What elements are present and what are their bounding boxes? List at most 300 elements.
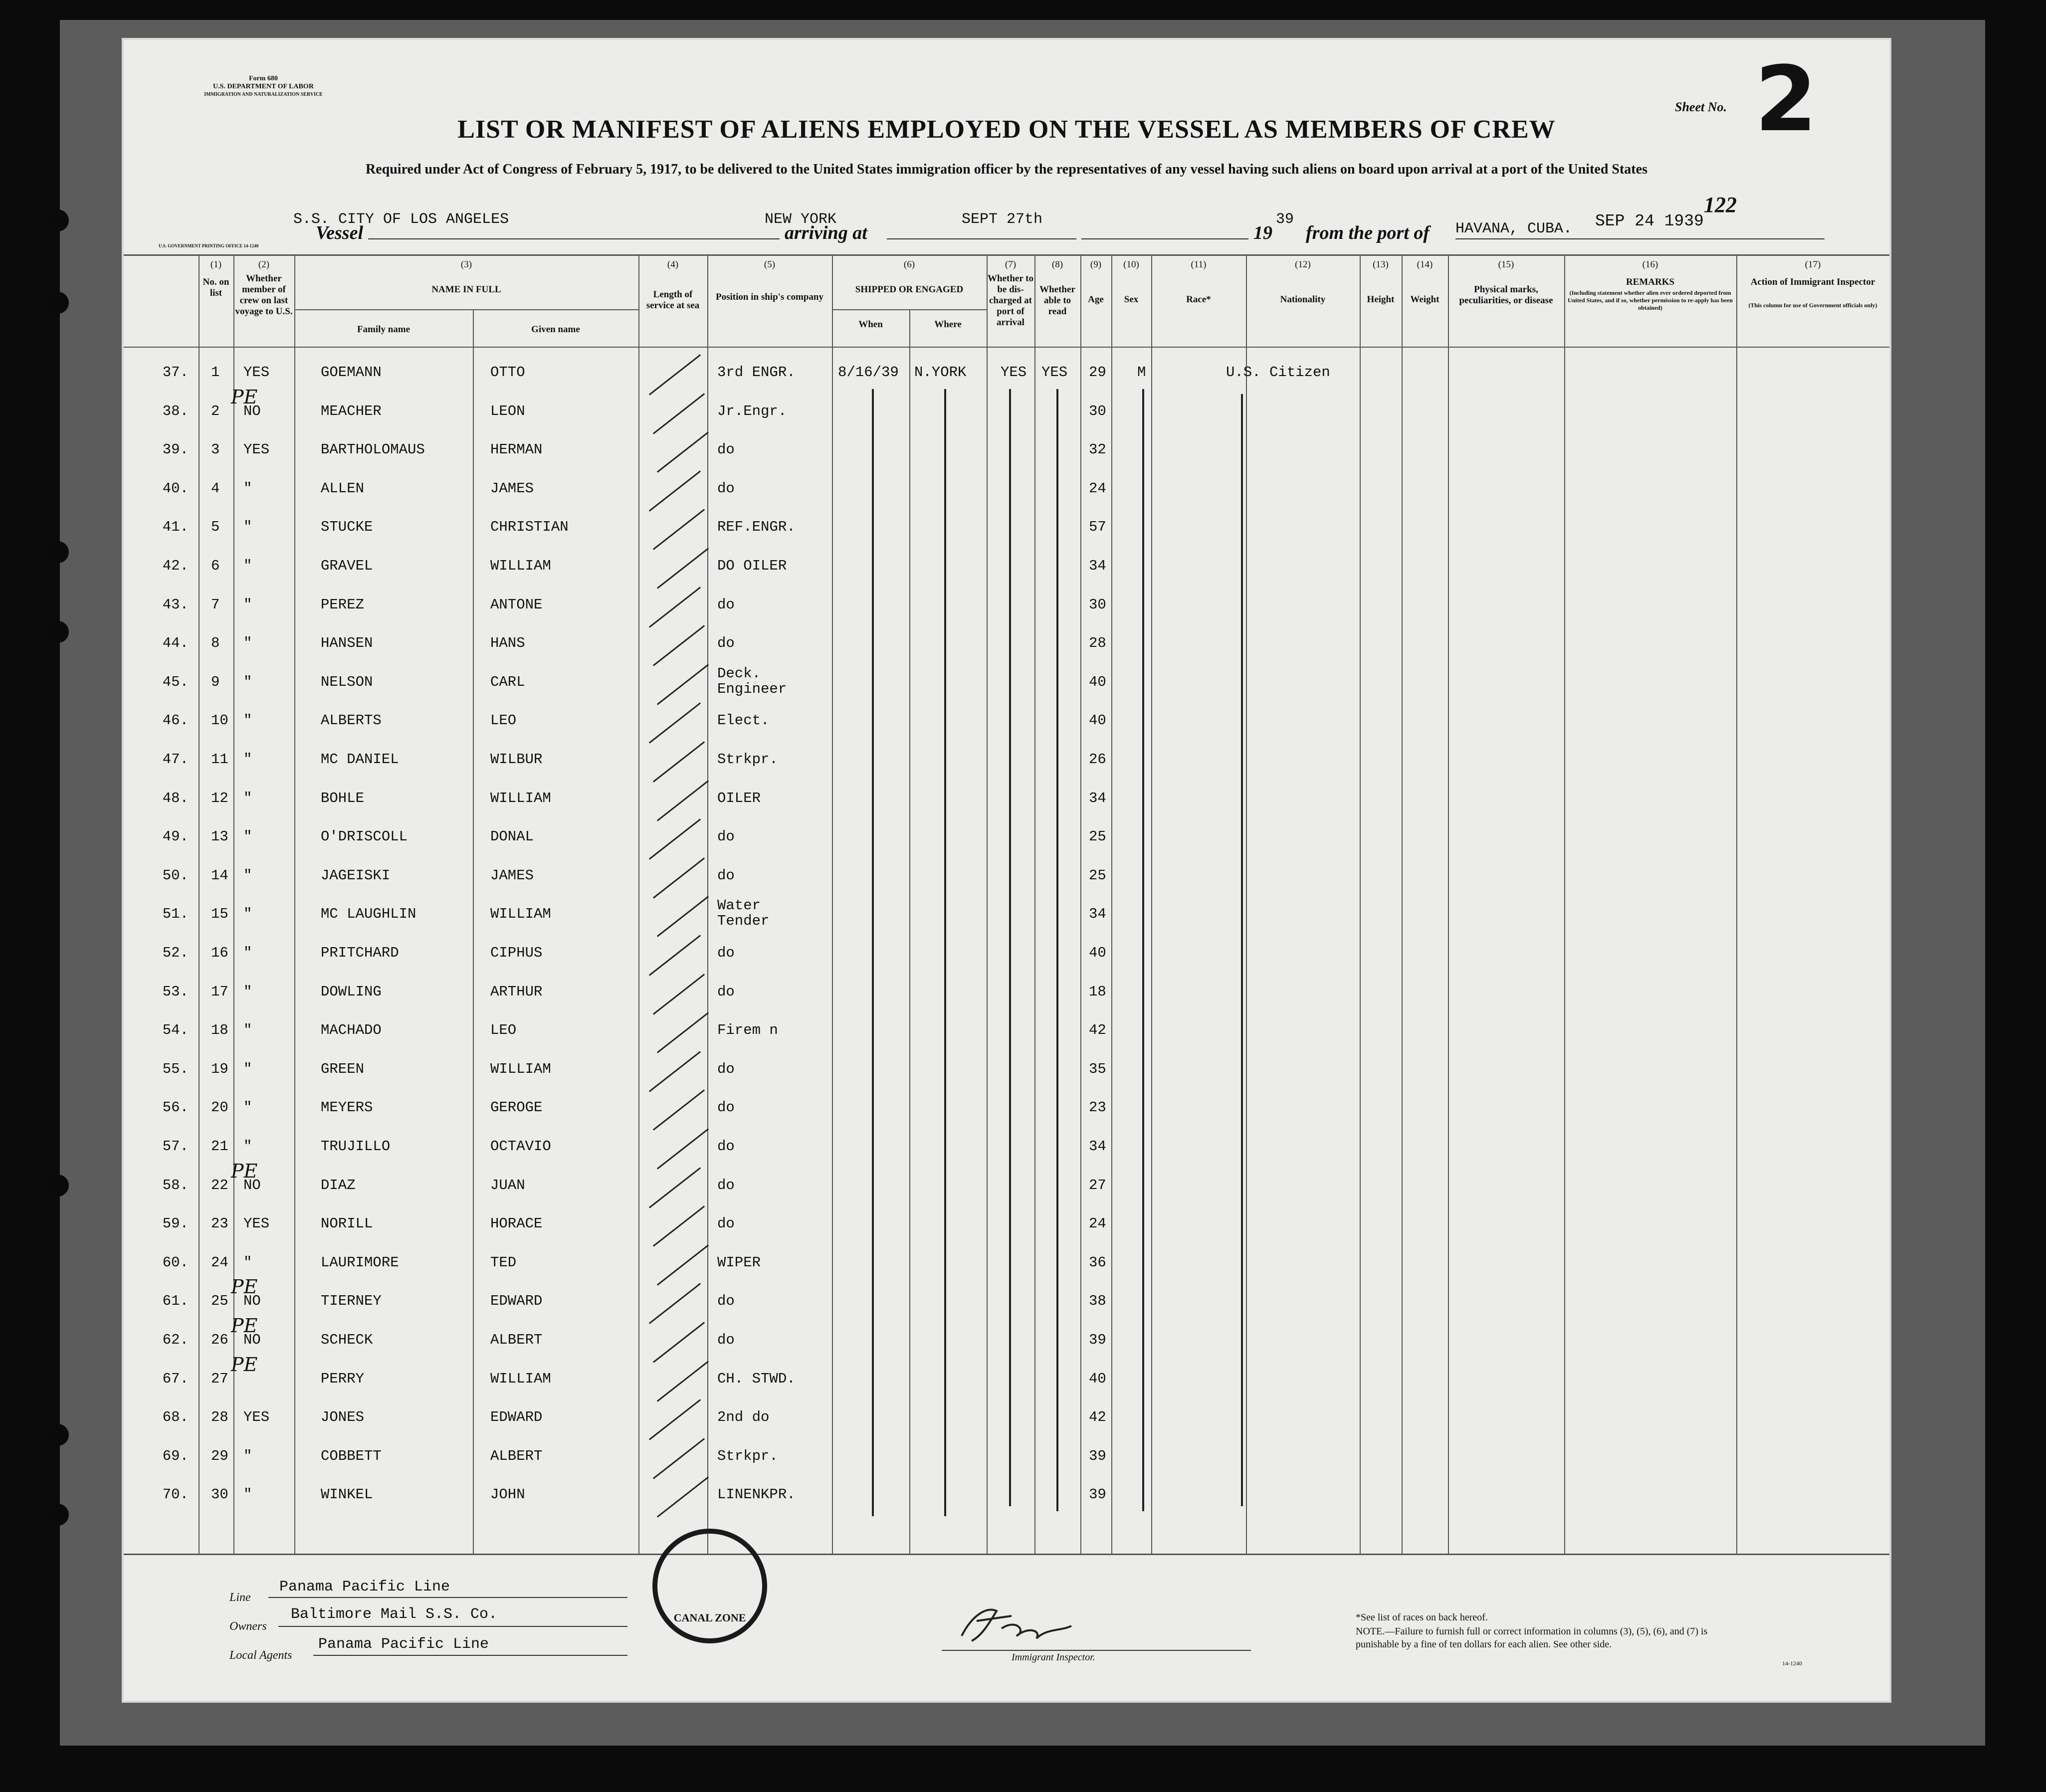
service-tick — [653, 1438, 705, 1479]
previous-voyage: YES — [243, 1215, 270, 1232]
position: LINENKPR. — [717, 1486, 796, 1503]
hdr-height: Height — [1367, 294, 1395, 305]
form-code: 14-1240 — [1782, 1660, 1802, 1667]
family-name: LAURIMORE — [321, 1254, 399, 1271]
table-row — [124, 1315, 1889, 1360]
canal-zone-stamp — [652, 1529, 767, 1643]
from-port: HAVANA, CUBA. — [1455, 220, 1573, 237]
age: 40 — [1089, 945, 1106, 961]
col-num: (13) — [1373, 259, 1389, 270]
family-name: TRUJILLO — [321, 1138, 391, 1155]
given-name: LEO — [490, 712, 517, 729]
printing-office: U.S. GOVERNMENT PRINTING OFFICE 14-1240 — [159, 243, 259, 248]
name-header-rule — [294, 309, 638, 310]
family-name: STUCKE — [321, 519, 373, 536]
hdr-discharged: Whether to be dis-charged at port of arrival — [988, 273, 1033, 328]
col-num: (7) — [1005, 259, 1017, 270]
position: Water Tender — [717, 897, 770, 930]
shipped-header-rule — [832, 309, 987, 310]
col-num: (14) — [1417, 259, 1433, 270]
service-tick — [657, 431, 709, 472]
given-name: LEON — [490, 402, 525, 419]
family-name: MC DANIEL — [321, 751, 399, 768]
family-name: TIERNEY — [321, 1293, 382, 1310]
race-note: *See list of races on back hereof. — [1356, 1612, 1488, 1623]
given-name: OCTAVIO — [490, 1138, 551, 1155]
handwritten-mark: PE — [231, 1315, 258, 1337]
table-row — [124, 1476, 1889, 1515]
hdr-no-on-list: No. on list — [203, 277, 229, 298]
age: 28 — [1089, 635, 1106, 652]
outer-line-number: 37. — [162, 364, 189, 381]
ditto-stroke — [1142, 389, 1144, 1511]
given-name: ARTHUR — [490, 983, 543, 1000]
outer-line-number: 56. — [162, 1099, 189, 1116]
previous-voyage: " — [243, 558, 252, 574]
given-name: WILLIAM — [490, 790, 551, 806]
hdr-shipped-engaged: SHIPPED OR ENGAGED — [855, 284, 964, 295]
age: 30 — [1089, 596, 1106, 613]
service-tick — [657, 1012, 709, 1053]
service-tick — [653, 1090, 705, 1131]
col-num: (6) — [903, 259, 915, 270]
service-tick — [649, 935, 701, 976]
position: Strkpr. — [717, 751, 778, 768]
service-tick — [657, 896, 709, 937]
header-bottom-rule — [124, 347, 1889, 348]
hdr-race: Race* — [1186, 294, 1211, 305]
table-row — [124, 386, 1889, 431]
previous-voyage: " — [243, 945, 252, 961]
position: do — [717, 635, 735, 652]
family-name: NELSON — [321, 673, 373, 690]
age: 25 — [1089, 828, 1106, 845]
row-number: 10 — [211, 712, 228, 729]
position: do — [717, 1215, 735, 1232]
form-title: LIST OR MANIFEST OF ALIENS EMPLOYED ON THE VESSEL AS MEMBERS OF CREW — [457, 115, 1556, 144]
given-name: OTTO — [490, 364, 525, 381]
age: 40 — [1089, 673, 1106, 690]
given-name: WILBUR — [490, 751, 543, 768]
previous-voyage: " — [243, 867, 252, 884]
from-port-underline — [1455, 238, 1825, 239]
position: do — [717, 1060, 735, 1077]
row-number: 7 — [211, 596, 220, 613]
table-row — [124, 974, 1889, 1012]
service-tick — [649, 703, 701, 744]
given-name: ANTONE — [490, 596, 543, 613]
table-row — [124, 818, 1889, 857]
previous-voyage: NO — [243, 1293, 261, 1310]
table-row — [124, 1051, 1889, 1089]
hdr-physical-marks: Physical marks, peculiarities, or disease — [1459, 284, 1553, 306]
table-bottom-rule — [124, 1554, 1889, 1555]
outer-line-number: 69. — [162, 1447, 189, 1464]
service-tick — [657, 780, 709, 821]
given-name: ALBERT — [490, 1332, 543, 1348]
family-name: BARTHOLOMAUS — [321, 441, 425, 458]
hdr-where: Where — [934, 319, 962, 330]
table-row — [124, 587, 1889, 625]
col-num: (16) — [1642, 259, 1658, 270]
age: 26 — [1089, 751, 1106, 768]
binder-hole — [47, 621, 69, 643]
owners-underline — [278, 1626, 627, 1627]
family-name: GREEN — [321, 1060, 365, 1077]
family-name: JONES — [321, 1409, 365, 1426]
manifest-sheet — [124, 40, 1889, 1701]
family-name: DIAZ — [321, 1177, 356, 1194]
previous-voyage: " — [243, 519, 252, 536]
age: 42 — [1089, 1409, 1106, 1426]
shipped-when: 8/16/39 — [838, 364, 899, 381]
previous-voyage: " — [243, 1486, 252, 1503]
col-num: (8) — [1051, 259, 1063, 270]
previous-voyage: " — [243, 1060, 252, 1077]
year-prefix: 19 — [1253, 222, 1272, 243]
position: Deck. Engineer — [717, 665, 787, 697]
handwritten-mark: PE — [231, 1276, 258, 1298]
hdr-age: Age — [1088, 294, 1104, 305]
row-number: 9 — [211, 673, 220, 690]
table-row — [124, 1244, 1889, 1283]
family-name: SCHECK — [321, 1332, 373, 1348]
service-tick — [657, 548, 709, 589]
family-name: MACHADO — [321, 1022, 382, 1039]
given-name: DONAL — [490, 828, 534, 845]
service-tick — [649, 1167, 701, 1208]
outer-line-number: 62. — [162, 1332, 189, 1348]
age: 34 — [1089, 906, 1106, 923]
ditto-stroke — [1241, 394, 1243, 1506]
previous-voyage: " — [243, 983, 252, 1000]
able-to-read: YES — [1041, 364, 1068, 381]
position: do — [717, 1177, 735, 1194]
position: do — [717, 867, 735, 884]
row-number: 19 — [211, 1060, 228, 1077]
race: U.S. Citizen — [1226, 364, 1330, 381]
row-number: 4 — [211, 480, 220, 497]
col-num: (3) — [460, 259, 472, 270]
table-row — [124, 896, 1889, 934]
service-tick — [657, 1477, 709, 1518]
outer-line-number: 67. — [162, 1370, 189, 1387]
ditto-stroke — [872, 389, 874, 1516]
age: 57 — [1089, 519, 1106, 536]
family-name: BOHLE — [321, 790, 365, 806]
given-name: LEO — [490, 1022, 517, 1039]
position: Strkpr. — [717, 1447, 778, 1464]
given-name: HERMAN — [490, 441, 543, 458]
family-name: MEACHER — [321, 402, 382, 419]
position: do — [717, 983, 735, 1000]
row-number: 24 — [211, 1254, 228, 1271]
outer-line-number: 55. — [162, 1060, 189, 1077]
position: Elect. — [717, 712, 770, 729]
previous-voyage: " — [243, 1138, 252, 1155]
inspector-signature — [942, 1601, 1081, 1646]
table-row — [124, 1276, 1889, 1321]
age: 25 — [1089, 867, 1106, 884]
row-number: 16 — [211, 945, 228, 961]
age: 27 — [1089, 1177, 1106, 1194]
previous-voyage: " — [243, 1022, 252, 1039]
family-name: MC LAUGHLIN — [321, 906, 416, 923]
agents-value: Panama Pacific Line — [318, 1636, 489, 1653]
outer-line-number: 53. — [162, 983, 189, 1000]
agents-label: Local Agents — [229, 1649, 292, 1662]
position: do — [717, 1099, 735, 1116]
hdr-family-name: Family name — [357, 324, 410, 335]
owners-label: Owners — [229, 1620, 267, 1633]
outer-line-number: 70. — [162, 1486, 189, 1503]
table-row — [124, 1205, 1889, 1244]
outer-line-number: 54. — [162, 1022, 189, 1039]
row-number: 26 — [211, 1332, 228, 1348]
handwritten-mark: PE — [231, 1353, 258, 1376]
binder-hole — [47, 209, 69, 231]
hdr-position: Position in ship's company — [716, 292, 823, 302]
given-name: JUAN — [490, 1177, 525, 1194]
age: 34 — [1089, 790, 1106, 806]
row-number: 20 — [211, 1099, 228, 1116]
row-number: 2 — [211, 402, 220, 419]
crew-table — [124, 254, 1889, 1554]
given-name: HANS — [490, 635, 525, 652]
inspector-label: Immigrant Inspector. — [1012, 1652, 1095, 1663]
position: do — [717, 945, 735, 961]
family-name: GOEMANN — [321, 364, 382, 381]
position: WIPER — [717, 1254, 761, 1271]
outer-line-number: 39. — [162, 441, 189, 458]
age: 38 — [1089, 1293, 1106, 1310]
handwritten-mark: PE — [231, 1160, 258, 1182]
outer-line-number: 47. — [162, 751, 189, 768]
previous-voyage: " — [243, 790, 252, 806]
previous-voyage: " — [243, 480, 252, 497]
hdr-remarks: REMARKS — [1626, 277, 1675, 287]
hdr-remarks-sub: (Including statement whether alien ever ordered deported from United States, and if so, whether permission to re-apply has been obtained) — [1568, 289, 1733, 311]
service-tick — [657, 1128, 709, 1169]
outer-line-number: 40. — [162, 480, 189, 497]
service-tick — [653, 741, 705, 782]
position: do — [717, 1293, 735, 1310]
position: REF.ENGR. — [717, 519, 796, 536]
page-mark: 122 — [1704, 193, 1737, 217]
given-name: JAMES — [490, 867, 534, 884]
row-number: 6 — [211, 558, 220, 574]
previous-voyage: YES — [243, 441, 270, 458]
given-name: CIPHUS — [490, 945, 543, 961]
table-row — [124, 1128, 1889, 1167]
row-number: 3 — [211, 441, 220, 458]
family-name: WINKEL — [321, 1486, 373, 1503]
table-row — [124, 548, 1889, 586]
given-name: JOHN — [490, 1486, 525, 1503]
previous-voyage: " — [243, 635, 252, 652]
table-row — [124, 664, 1889, 702]
family-name: PEREZ — [321, 596, 365, 613]
table-row — [124, 509, 1889, 547]
service-tick — [653, 625, 705, 666]
previous-voyage: " — [243, 596, 252, 613]
outer-line-number: 48. — [162, 790, 189, 806]
row-number: 30 — [211, 1486, 228, 1503]
inspector-underline — [942, 1650, 1251, 1651]
row-number: 15 — [211, 906, 228, 923]
hdr-length-service: Length of service at sea — [646, 289, 700, 311]
table-row — [124, 1089, 1889, 1128]
age: 18 — [1089, 983, 1106, 1000]
position: do — [717, 1138, 735, 1155]
service-tick — [653, 1322, 705, 1363]
table-row — [124, 702, 1889, 741]
form-id — [169, 75, 358, 99]
outer-line-number: 41. — [162, 519, 189, 536]
col-num: (15) — [1498, 259, 1514, 270]
service-tick — [657, 664, 709, 705]
ditto-stroke — [1056, 389, 1058, 1511]
vessel-name: S.S. CITY OF LOS ANGELES — [293, 211, 509, 228]
col-num: (1) — [210, 259, 222, 270]
service-tick — [657, 1361, 709, 1401]
row-number: 8 — [211, 635, 220, 652]
family-name: DOWLING — [321, 983, 382, 1000]
previous-voyage: " — [243, 828, 252, 845]
vessel-underline — [368, 238, 780, 239]
table-row — [124, 431, 1889, 470]
form-subtitle: Required under Act of Congress of February 5, 1917, to be delivered to the United States immigration officer by the representatives of any vessel having such aliens on board upon arrival at a port of the United States — [366, 162, 1647, 177]
service: IMMIGRATION AND NATURALIZATION SERVICE — [204, 92, 323, 97]
from-port-label: from the port of — [1306, 222, 1430, 243]
outer-line-number: 46. — [162, 712, 189, 729]
previous-voyage: YES — [243, 364, 270, 381]
age: 39 — [1089, 1486, 1106, 1503]
service-tick — [649, 587, 701, 627]
previous-voyage: NO — [243, 1177, 261, 1194]
outer-line-number: 43. — [162, 596, 189, 613]
previous-voyage: " — [243, 1254, 252, 1271]
age: 32 — [1089, 441, 1106, 458]
table-row — [124, 741, 1889, 780]
position: do — [717, 828, 735, 845]
service-tick — [653, 974, 705, 1014]
ditto-stroke — [944, 389, 946, 1516]
form-number: Form 680 — [249, 75, 278, 82]
outer-line-number: 49. — [162, 828, 189, 845]
previous-voyage: NO — [243, 402, 261, 419]
position: do — [717, 596, 735, 613]
binder-hole — [47, 1175, 69, 1196]
table-row — [124, 780, 1889, 818]
age: 39 — [1089, 1332, 1106, 1348]
hdr-action-sub: (This column for use of Government officials only) — [1748, 302, 1877, 309]
family-name: HANSEN — [321, 635, 373, 652]
hdr-nationality: Nationality — [1280, 294, 1326, 305]
given-name: WILLIAM — [490, 1370, 551, 1387]
row-number: 1 — [211, 364, 220, 381]
given-name: WILLIAM — [490, 1060, 551, 1077]
family-name: ALLEN — [321, 480, 365, 497]
outer-line-number: 50. — [162, 867, 189, 884]
service-tick — [649, 1051, 701, 1092]
family-name: COBBETT — [321, 1447, 382, 1464]
age: 35 — [1089, 1060, 1106, 1077]
position: Jr.Engr. — [717, 402, 787, 419]
given-name: HORACE — [490, 1215, 543, 1232]
family-name: O'DRISCOLL — [321, 828, 408, 845]
outer-line-number: 42. — [162, 558, 189, 574]
sheet-number: 2 — [1755, 47, 1818, 152]
col-num: (17) — [1805, 259, 1821, 270]
binder-hole — [47, 541, 69, 563]
age: 24 — [1089, 1215, 1106, 1232]
age: 34 — [1089, 558, 1106, 574]
discharge: YES — [1001, 364, 1027, 381]
previous-voyage: " — [243, 1099, 252, 1116]
arriving-port: NEW YORK — [765, 211, 837, 228]
table-row — [124, 625, 1889, 663]
family-name: PRITCHARD — [321, 945, 399, 961]
col-num: (12) — [1295, 259, 1311, 270]
given-name: EDWARD — [490, 1409, 543, 1426]
hdr-when: When — [858, 319, 883, 330]
age: 34 — [1089, 1138, 1106, 1155]
line-label: Line — [229, 1591, 251, 1604]
service-tick — [649, 818, 701, 859]
shipped-where: N.YORK — [914, 364, 967, 381]
given-name: ALBERT — [490, 1447, 543, 1464]
line-underline — [268, 1597, 627, 1598]
arriving-underline — [887, 238, 1076, 239]
position: Firem n — [717, 1022, 778, 1039]
table-row — [124, 1438, 1889, 1476]
outer-line-number: 52. — [162, 945, 189, 961]
given-name: WILLIAM — [490, 906, 551, 923]
date-underline — [1081, 238, 1248, 239]
row-number: 17 — [211, 983, 228, 1000]
table-row — [124, 857, 1889, 896]
family-name: MEYERS — [321, 1099, 373, 1116]
row-number: 18 — [211, 1022, 228, 1039]
row-number: 5 — [211, 519, 220, 536]
col-num: (2) — [258, 259, 270, 270]
age: 39 — [1089, 1447, 1106, 1464]
outer-line-number: 57. — [162, 1138, 189, 1155]
previous-voyage: NO — [243, 1332, 261, 1348]
penalty-note: NOTE.—Failure to furnish full or correct information in columns (3), (5), (6), and (7) is punishable by a fine of ten dollars for each alien. See other side. — [1356, 1626, 1708, 1650]
service-tick — [649, 1283, 701, 1324]
sex: M — [1137, 364, 1146, 381]
age: 40 — [1089, 1370, 1106, 1387]
binder-hole — [47, 292, 69, 314]
line-value: Panama Pacific Line — [279, 1579, 450, 1595]
service-tick — [653, 393, 705, 434]
service-tick — [649, 470, 701, 511]
row-number: 11 — [211, 751, 228, 768]
row-number: 13 — [211, 828, 228, 845]
hdr-weight: Weight — [1410, 294, 1439, 305]
hdr-action: Action of Immigrant Inspector — [1750, 277, 1875, 287]
vessel-label: Vessel — [316, 222, 363, 243]
position: 2nd do — [717, 1409, 770, 1426]
previous-voyage: " — [243, 712, 252, 729]
col-num: (11) — [1191, 259, 1207, 270]
table-row — [124, 354, 1889, 393]
outer-line-number: 45. — [162, 673, 189, 690]
previous-voyage: " — [243, 673, 252, 690]
outer-line-number: 51. — [162, 906, 189, 923]
